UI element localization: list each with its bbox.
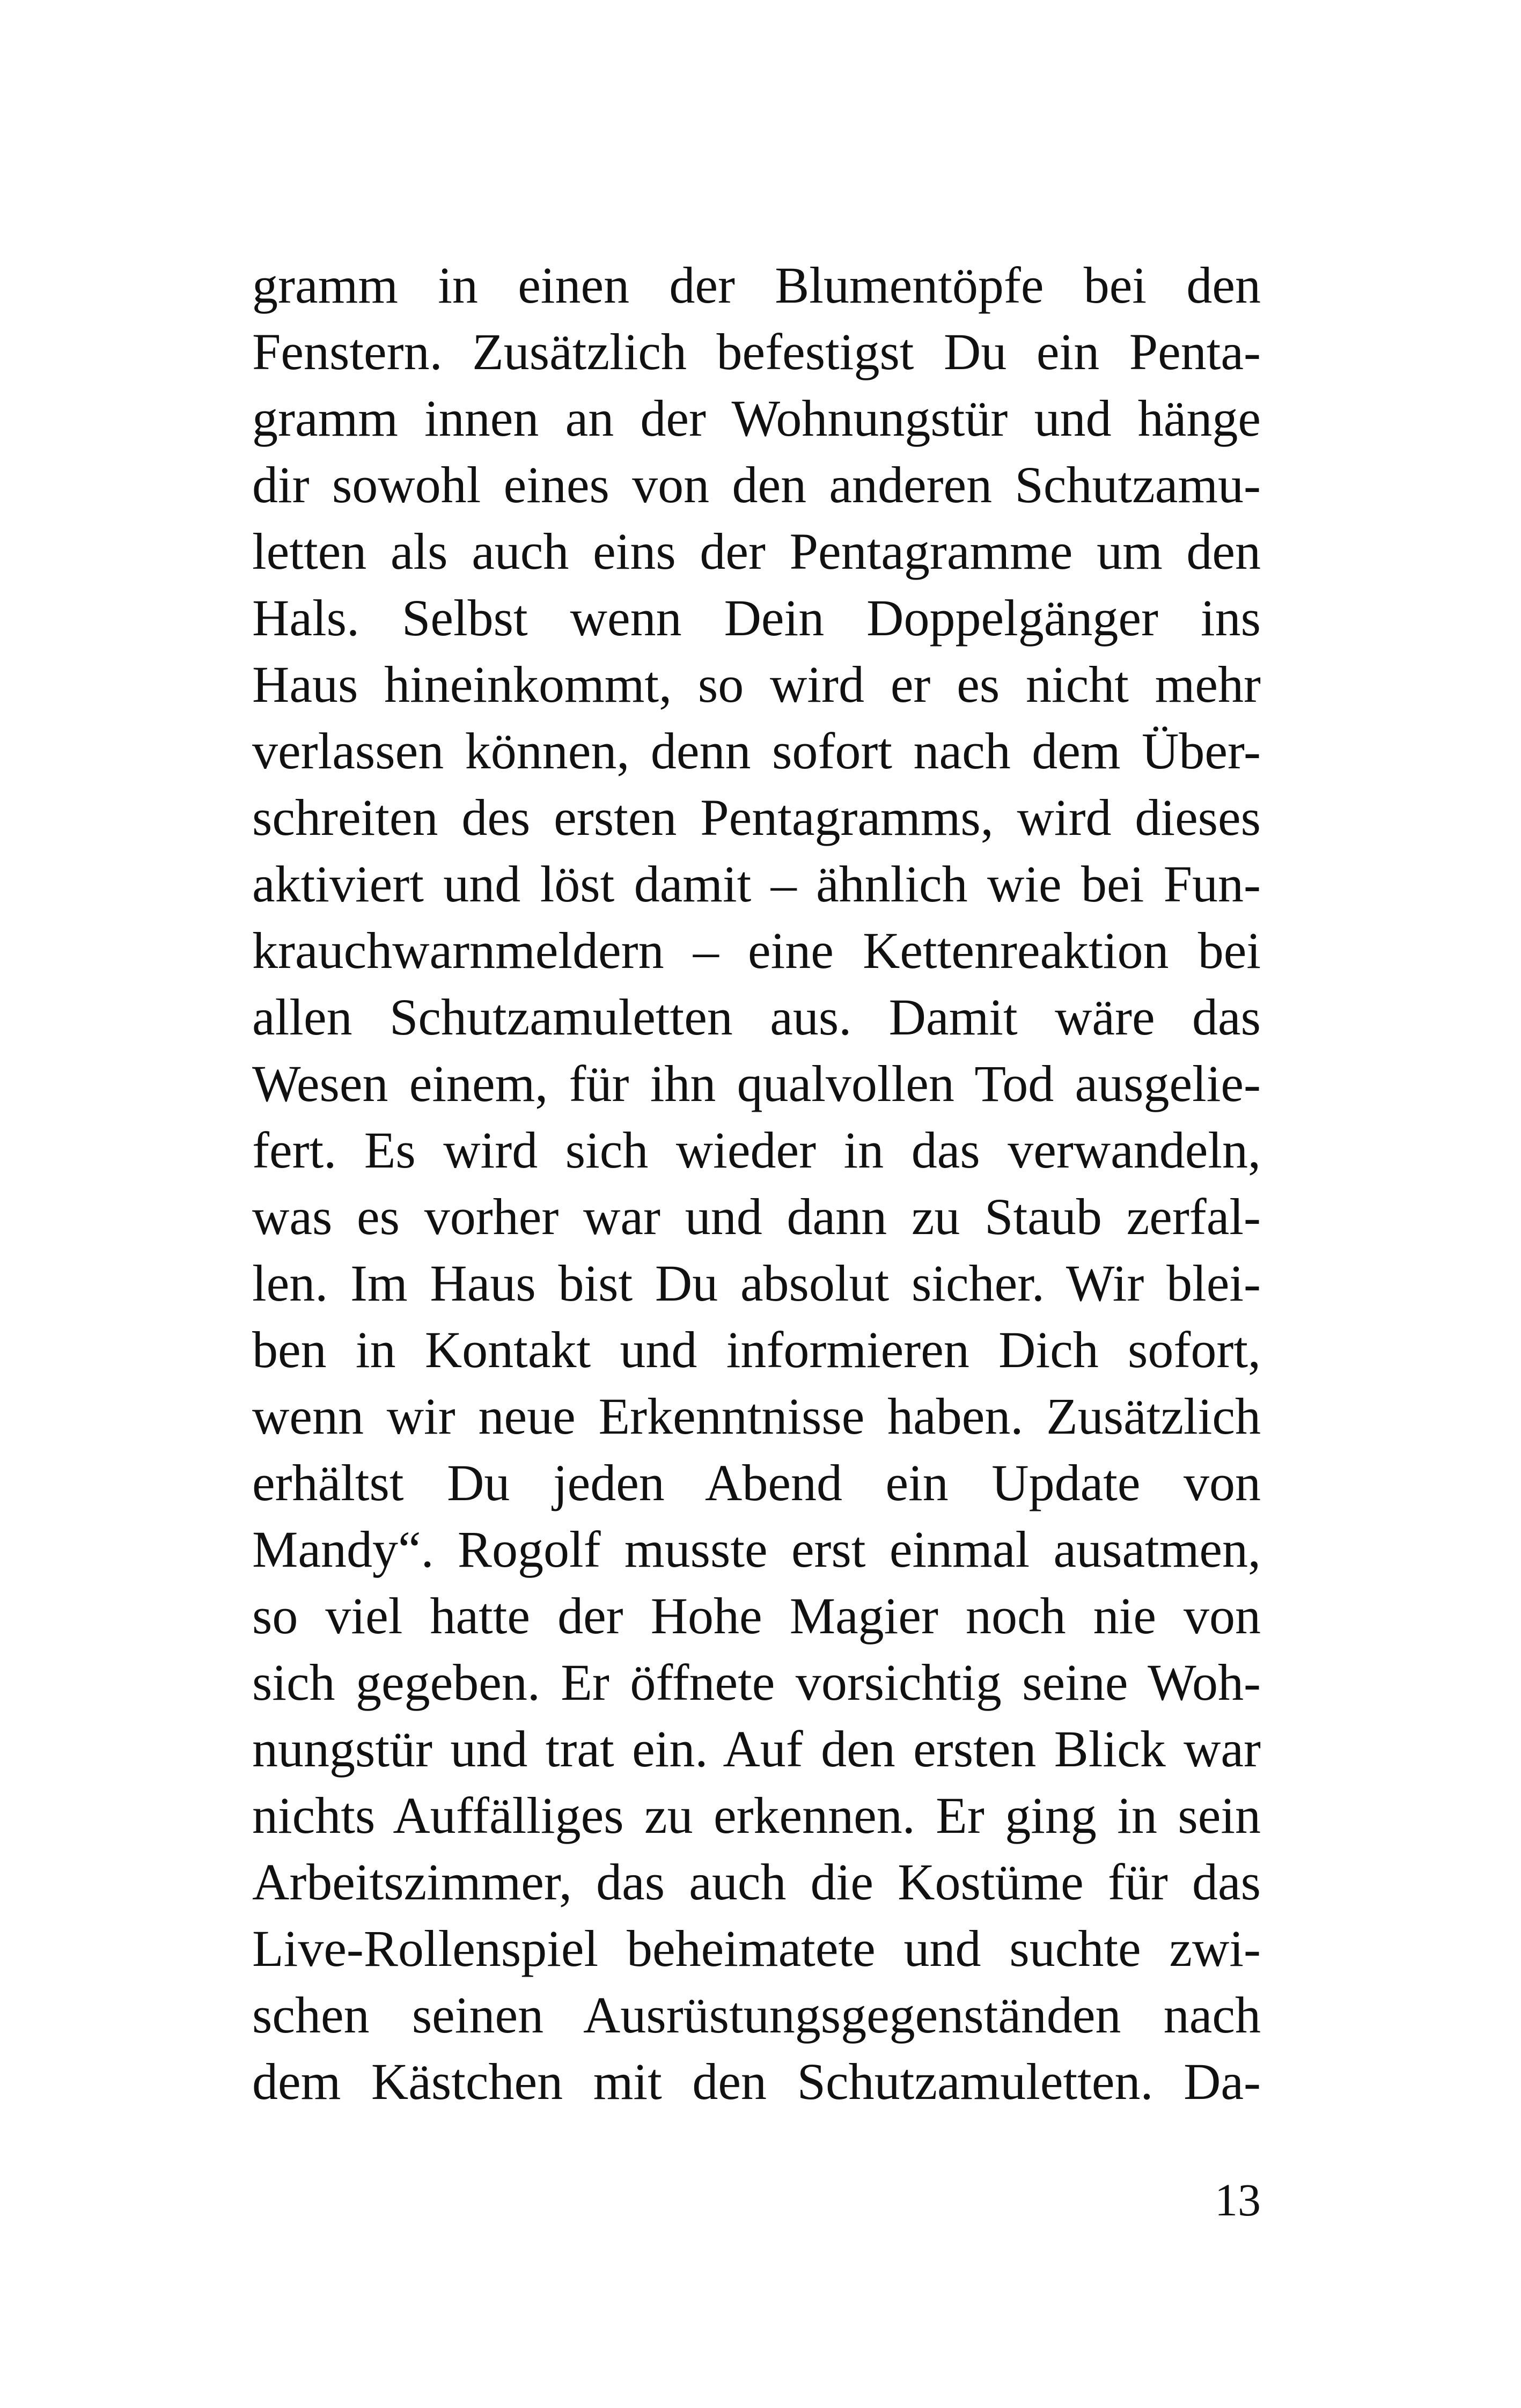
text-line: allen Schutzamuletten aus. Damit wäre das bbox=[252, 988, 1261, 1046]
text-line: fert. Es wird sich wieder in das verwandeln, bbox=[252, 1121, 1261, 1179]
text-line: nichts Auffälliges zu erkennen. Er ging in sein bbox=[252, 1787, 1261, 1844]
text-line: len. Im Haus bist Du absolut sicher. Wir blei- bbox=[252, 1254, 1261, 1312]
text-line: ben in Kontakt und informieren Dich sofort, bbox=[252, 1321, 1261, 1378]
text-line: gramm in einen der Blumentöpfe bei den bbox=[252, 256, 1261, 314]
text-line: sich gegeben. Er öffnete vorsichtig seine Woh- bbox=[252, 1654, 1261, 1711]
text-line: aktiviert und löst damit – ähnlich wie bei Fun- bbox=[252, 855, 1261, 913]
text-line: letten als auch eins der Pentagramme um den bbox=[252, 523, 1261, 580]
text-line: Wesen einem, für ihn qualvollen Tod ausgelie- bbox=[252, 1055, 1261, 1112]
body-text bbox=[252, 252, 1261, 2115]
text-line: krauchwarnmeldern – eine Kettenreaktion bei bbox=[252, 922, 1261, 979]
text-line: erhältst Du jeden Abend ein Update von bbox=[252, 1454, 1261, 1511]
text-line: verlassen können, denn sofort nach dem Über- bbox=[252, 722, 1261, 780]
text-line: Hals. Selbst wenn Dein Doppelgänger ins bbox=[252, 589, 1261, 647]
text-line: gramm innen an der Wohnungstür und hänge bbox=[252, 390, 1261, 447]
text-line: was es vorher war und dann zu Staub zerfal- bbox=[252, 1188, 1261, 1245]
text-line: Haus hineinkommt, so wird er es nicht mehr bbox=[252, 656, 1261, 713]
page-number: 13 bbox=[1215, 2174, 1261, 2226]
text-line: Mandy“. Rogolf musste erst einmal ausatmen, bbox=[252, 1521, 1261, 1578]
text-line: so viel hatte der Hohe Magier noch nie von bbox=[252, 1587, 1261, 1645]
text-line: dir sowohl eines von den anderen Schutzamu- bbox=[252, 456, 1261, 513]
text-line: schen seinen Ausrüstungsgegenständen nach bbox=[252, 1986, 1261, 2044]
text-line: wenn wir neue Erkenntnisse haben. Zusätzlich bbox=[252, 1387, 1261, 1445]
text-line: nungstür und trat ein. Auf den ersten Blick war bbox=[252, 1720, 1261, 1778]
text-line: Live-Rollenspiel beheimatete und suchte zwi- bbox=[252, 1920, 1261, 1977]
text-line: Arbeitszimmer, das auch die Kostüme für das bbox=[252, 1853, 1261, 1911]
text-line: Fenstern. Zusätzlich befestigst Du ein Penta- bbox=[252, 323, 1261, 380]
text-line: schreiten des ersten Pentagramms, wird dieses bbox=[252, 789, 1261, 846]
text-line: dem Kästchen mit den Schutzamuletten. Da- bbox=[252, 2053, 1261, 2110]
